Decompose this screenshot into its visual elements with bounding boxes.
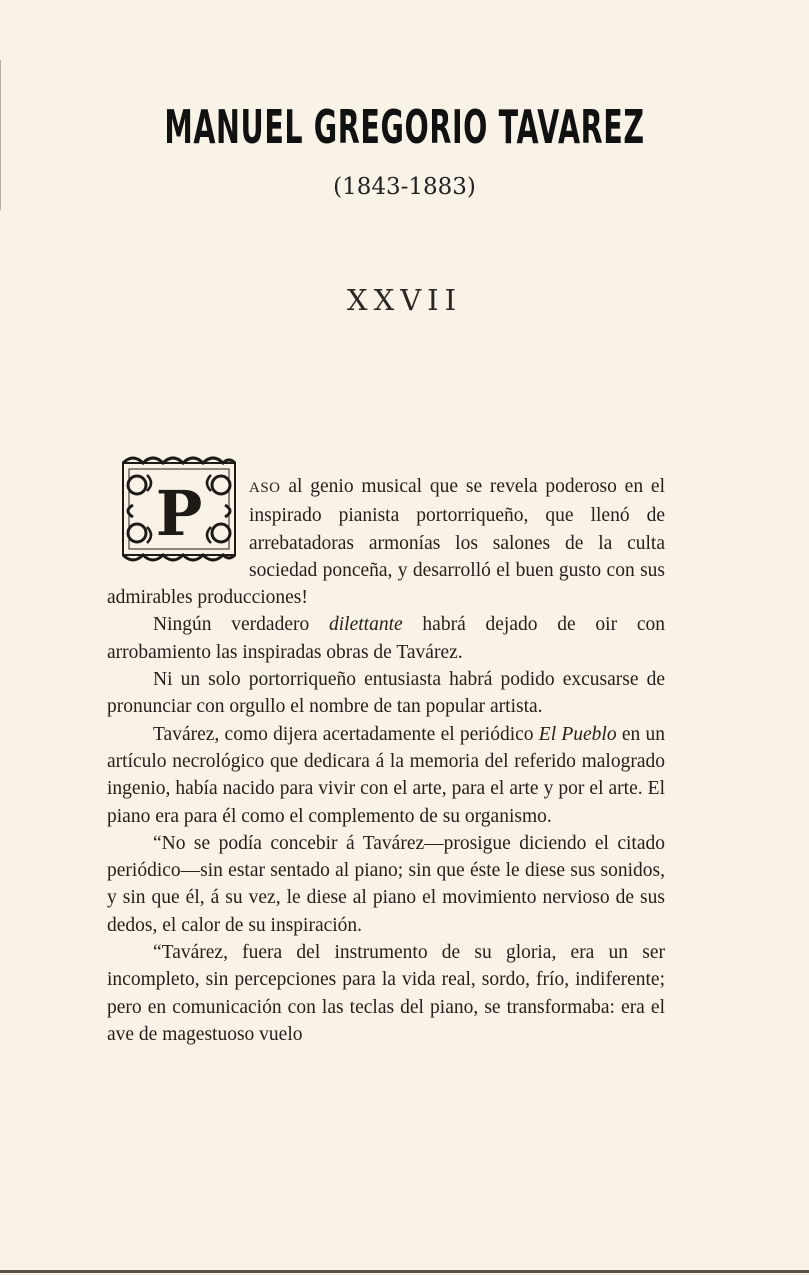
life-dates: (1843-1883) <box>333 174 476 200</box>
page-bottom-edge <box>0 1270 809 1273</box>
paragraph-4 <box>107 721 665 830</box>
paragraph-2 <box>107 611 665 666</box>
paragraph-4-text-b: en un artículo necrológico que dedicara á la memoria del referido malogrado ingenio, había nacido para vivir con el arte, para el arte y por el arte. El piano era para él como el complemento de su organismo. <box>107 723 665 827</box>
paragraph-1-text: al genio musical que se revela poderoso en el inspirado pianista portorriqueño, que llenó de arrebatadoras armonías los salones de la culta sociedad ponceña, y desarrolló el buen gusto con sus admirables producciones! <box>107 476 665 609</box>
article-body <box>107 473 665 1048</box>
paragraph-6: “Tavárez, fuera del instrumento de su gloria, era un ser incompleto, sin percepciones para la vida real, sordo, frío, indiferente; pero en comunicación con las teclas del piano, se transformaba: era el ave de magestuoso vuelo <box>107 942 665 1045</box>
paragraph-3: Ni un solo portorriqueño entusiasta habrá podido excusarse de pronunciar con orgullo el nombre de tan popular artista. <box>107 669 665 718</box>
ornamental-initial-icon <box>117 455 241 563</box>
svg-text:P: P <box>155 477 203 550</box>
paragraph-2-text-a: Ningún verdadero <box>153 614 329 636</box>
paragraph-4-text-a: Tavárez, como dijera acertadamente el periódico <box>153 723 539 745</box>
paragraph-5: “No se podía concebir á Tavárez—prosigue diciendo el citado periódico—sin estar sentado al piano; sin que éste le diese sus sonidos, y sin que él, á su vez, le diese al piano el movimiento nervioso de sus dedos, el calor de su inspiración. <box>107 832 665 936</box>
chapter-number: XXVII <box>346 283 463 317</box>
page-title: MANUEL GREGORIO TAVAREZ <box>164 100 645 154</box>
paragraph-4-italic: El Pueblo <box>538 723 617 745</box>
paragraph-2-text-b: habrá dejado de oir con arrobamiento las inspiradas obras de Tavárez. <box>107 614 665 663</box>
paragraph-2-italic: dilettante <box>329 614 403 636</box>
dropcap-continuation: ASO <box>249 480 281 496</box>
paragraph-1 <box>107 473 665 611</box>
